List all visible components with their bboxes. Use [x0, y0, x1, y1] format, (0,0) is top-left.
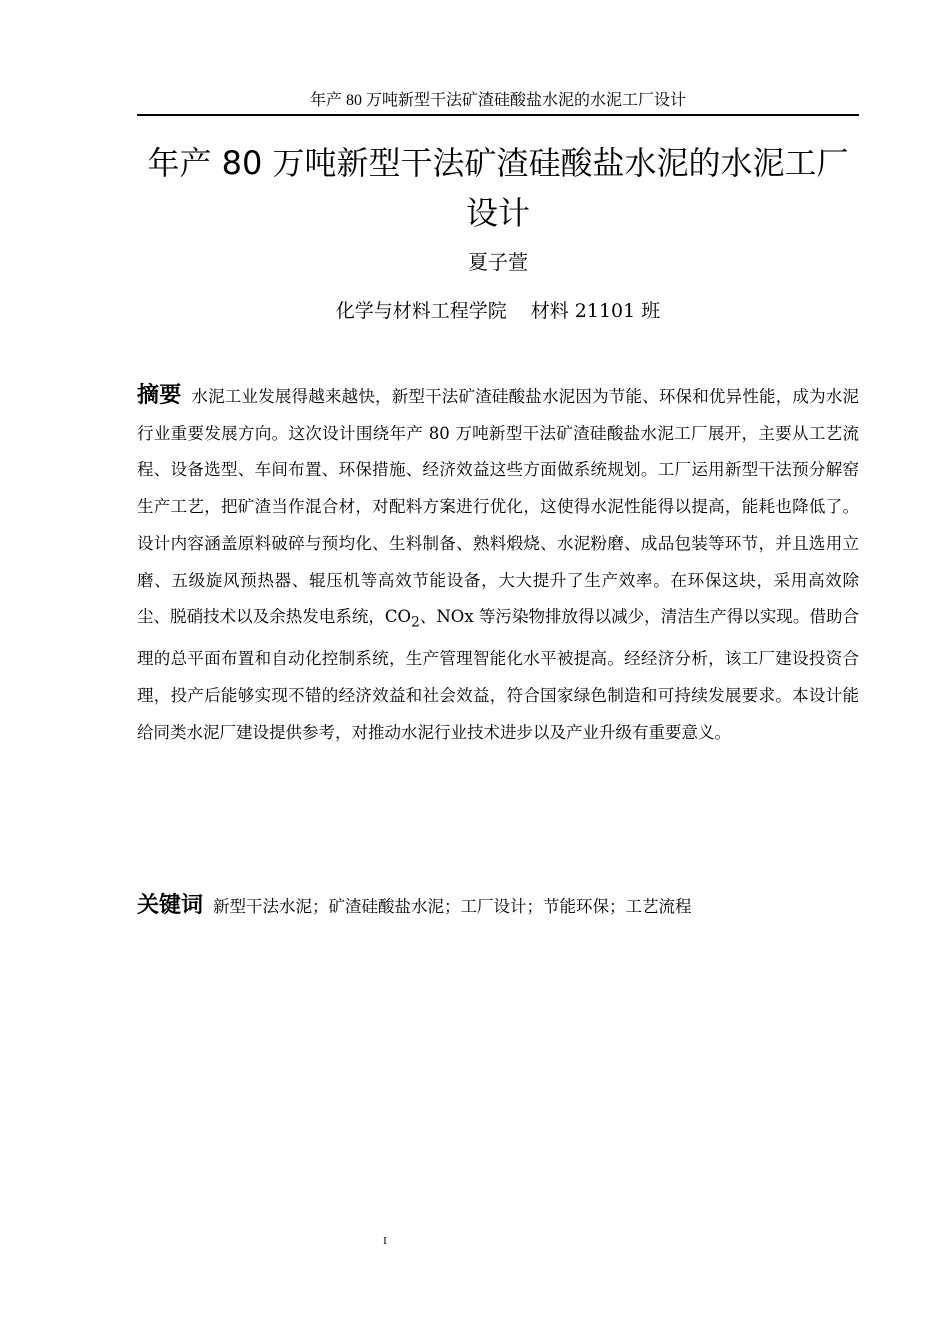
abstract-section — [137, 378, 859, 751]
college-name: 化学与材料工程学院 — [335, 300, 507, 322]
co2-subscript: 2 — [411, 614, 420, 631]
co2-formula — [384, 607, 420, 631]
abstract-text-part-1: 水泥工业发展得越来越快，新型干法矿渣硅酸盐水泥因为节能、环保和优异性能，成为水泥行业重要发展方向。这次设计围绕年产 80 万吨新型干法矿渣硅酸盐水泥工厂展开，主要从工艺流程、设备选型、车间布置、环保措施、经济效益这些方面做系统规划。工厂运用新型干法预分解窑生产工艺，把矿渣当作混合材，对配料方案进行优化，这使得水泥性能得以提高，能耗也降低了。设计内容涵盖原料破碎与预均化、生料制备、熟料煅烧、水泥粉磨、成品包装等环节，并且选用立磨、五级旋风预热器、辊压机等高效节能设备，大大提升了生产效率。在环保这块，采用高效除尘、脱硝技术以及余热发电系统， — [137, 387, 859, 627]
keywords-section — [137, 886, 859, 927]
page-number: I — [383, 1235, 387, 1247]
abstract-text-part-2: 、NOx 等污染物排放得以减少，清洁生产得以实现。借助合理的总平面布置和自动化控制系统，生产管理智能化水平被提高。经经济分析，该工厂建设投资合理，投产后能够实现不错的经济效益和社会效益，符合国家绿色制造和可持续发展要求。本设计能给同类水泥厂建设提供参考，对推动水泥行业技术进步以及产业升级有重要意义。 — [137, 607, 860, 742]
class-name: 材料 21101 班 — [530, 300, 661, 322]
author-affiliation — [137, 297, 859, 325]
author-name: 夏子萱 — [468, 250, 528, 274]
keywords-label: 关键词 — [137, 893, 204, 918]
header-divider — [137, 114, 859, 116]
abstract-label: 摘要 — [137, 383, 182, 408]
running-header: 年产 80 万吨新型干法矿渣硅酸盐水泥的水泥工厂设计 — [309, 92, 686, 109]
keywords-text: 新型干法水泥；矿渣硅酸盐水泥；工厂设计；节能环保；工艺流程 — [213, 897, 692, 916]
co2-base: CO — [384, 607, 412, 627]
document-title: 年产 80 万吨新型干法矿渣硅酸盐水泥的水泥工厂设计 — [147, 144, 849, 232]
